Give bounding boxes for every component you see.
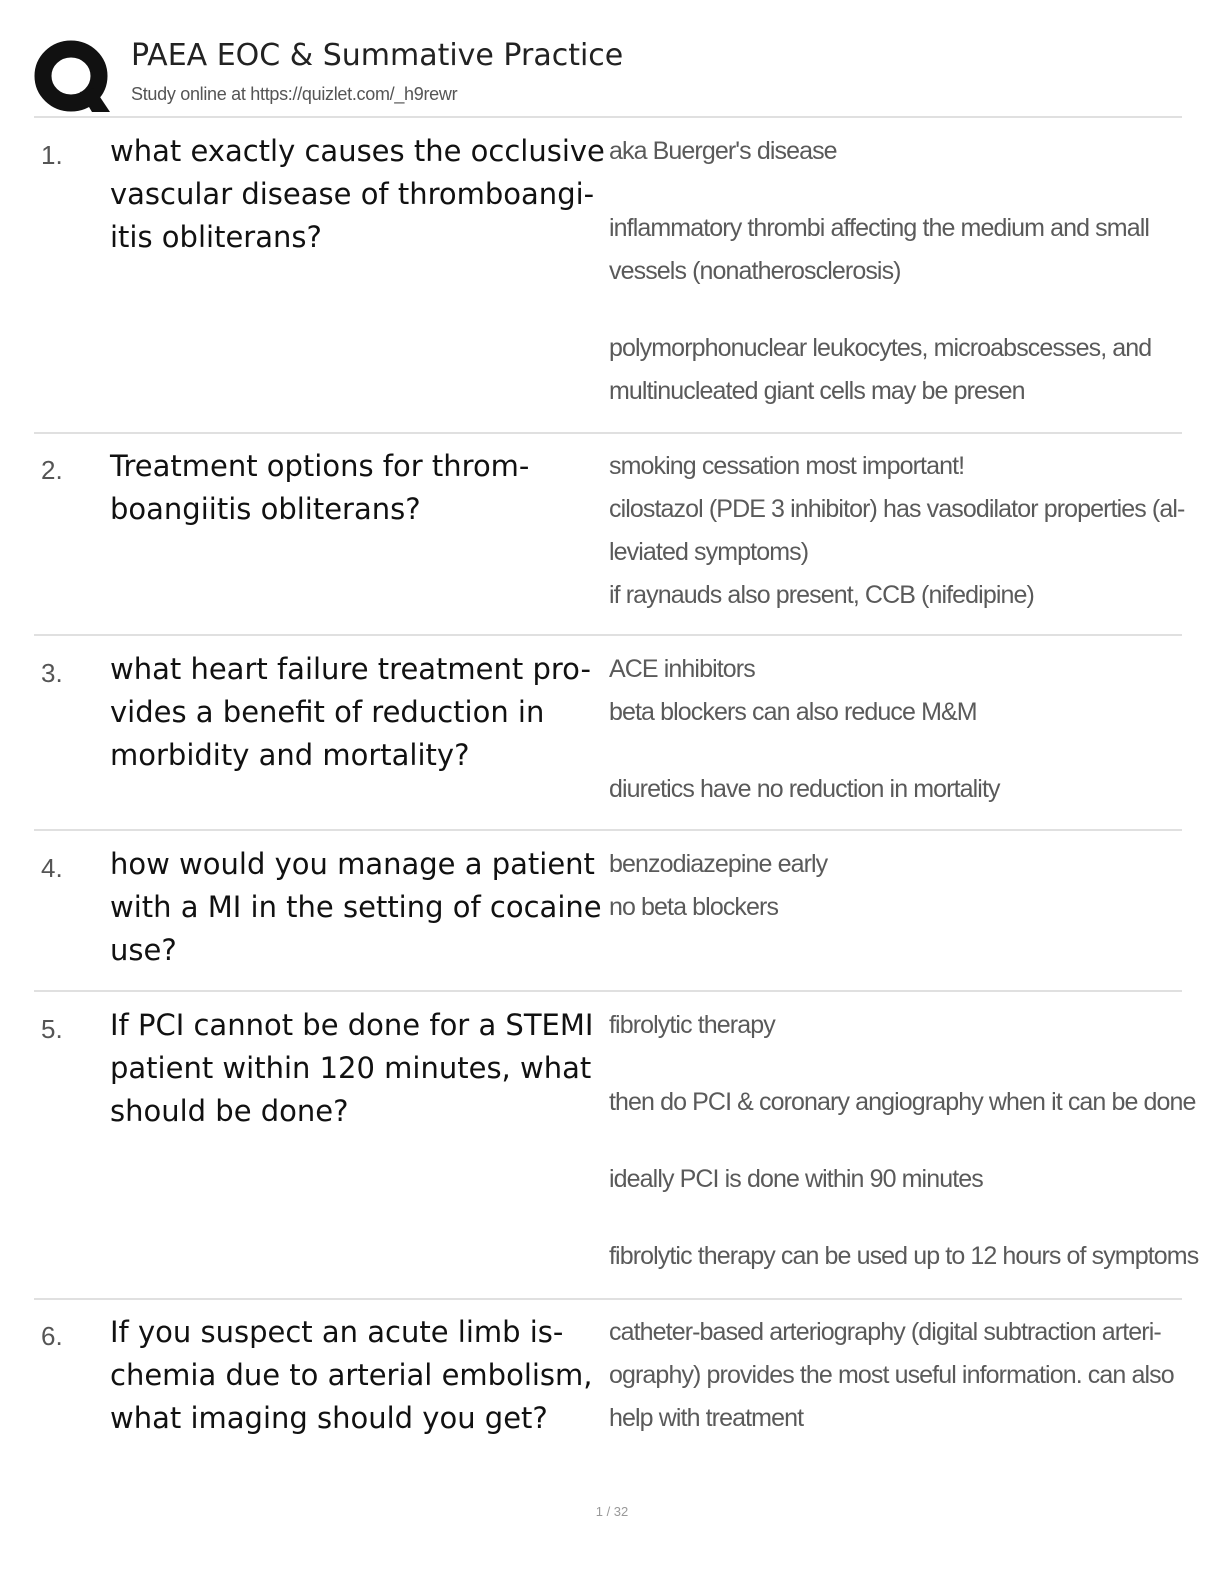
paragraph-gap — [609, 1124, 1169, 1158]
card-number: 4. — [41, 853, 63, 883]
answer-line: then do PCI & coronary angiography when it can be done — [609, 1088, 1196, 1116]
card-divider — [34, 432, 1182, 434]
answer-line: fibrolytic therapy — [609, 1011, 775, 1039]
question-line: If you suspect an acute limb is- — [110, 1315, 564, 1349]
page-title: PAEA EOC & Summative Practice — [131, 38, 624, 73]
question-line: morbidity and mortality? — [110, 738, 470, 772]
answer-line: leviated symptoms) — [609, 538, 809, 566]
card-question — [110, 1004, 602, 1133]
paragraph-gap — [609, 1201, 1169, 1235]
answer-line: cilostazol (PDE 3 inhibitor) has vasodilator properties (al- — [609, 495, 1185, 523]
card-answer — [609, 1004, 1199, 1278]
answer-line: polymorphonuclear leukocytes, microabscesses, and — [609, 334, 1152, 362]
answer-line: inflammatory thrombi affecting the medium and small — [609, 214, 1150, 242]
card-question — [110, 648, 602, 777]
answer-line: beta blockers can also reduce M&M — [609, 698, 977, 726]
question-line: Treatment options for throm- — [110, 449, 530, 483]
answer-line: ideally PCI is done within 90 minutes — [609, 1165, 983, 1193]
quizlet-logo-icon — [34, 40, 110, 112]
answer-line: catheter-based arteriography (digital subtraction arteri- — [609, 1318, 1161, 1346]
question-line: what exactly causes the occlusive — [110, 134, 605, 168]
paragraph-gap — [609, 173, 1169, 207]
card-divider — [34, 634, 1182, 636]
answer-line: benzodiazepine early — [609, 850, 828, 878]
card-question — [110, 1311, 602, 1440]
answer-line: diuretics have no reduction in mortality — [609, 775, 1000, 803]
paragraph-gap — [609, 1047, 1169, 1081]
answer-line: ography) provides the most useful information. can also — [609, 1361, 1174, 1389]
card-answer — [609, 445, 1185, 617]
question-line: what imaging should you get? — [110, 1401, 548, 1435]
card-divider — [34, 829, 1182, 831]
question-line: If PCI cannot be done for a STEMI — [110, 1008, 594, 1042]
card-question — [110, 445, 602, 531]
page-indicator: 1 / 32 — [595, 1504, 629, 1519]
card-number: 1. — [41, 140, 63, 170]
question-line: vides a benefit of reduction in — [110, 695, 545, 729]
card-number: 3. — [41, 658, 63, 688]
answer-line: fibrolytic therapy can be used up to 12 hours of symptoms — [609, 1242, 1199, 1270]
answer-line: aka Buerger's disease — [609, 137, 837, 165]
paragraph-gap — [609, 734, 1169, 768]
answer-line: no beta blockers — [609, 893, 779, 921]
card-answer — [609, 648, 1169, 811]
card-divider — [34, 1298, 1182, 1300]
question-line: vascular disease of thromboangi- — [110, 177, 595, 211]
answer-line: vessels (nonatherosclerosis) — [609, 257, 901, 285]
question-line: what heart failure treatment pro- — [110, 652, 591, 686]
question-line: patient within 120 minutes, what — [110, 1051, 592, 1085]
card-number: 5. — [41, 1014, 63, 1044]
question-line: boangiitis obliterans? — [110, 492, 421, 526]
card-answer — [609, 1311, 1174, 1440]
question-line: how would you manage a patient — [110, 847, 595, 881]
paragraph-gap — [609, 293, 1169, 327]
header-divider — [34, 116, 1182, 118]
card-divider — [34, 990, 1182, 992]
question-line: should be done? — [110, 1094, 349, 1128]
question-line: use? — [110, 933, 177, 967]
answer-line: if raynauds also present, CCB (nifedipine) — [609, 581, 1034, 609]
answer-line: ACE inhibitors — [609, 655, 755, 683]
answer-line: smoking cessation most important! — [609, 452, 965, 480]
answer-line: multinucleated giant cells may be presen — [609, 377, 1025, 405]
study-online-link[interactable]: Study online at https://quizlet.com/_h9rewr — [131, 84, 458, 104]
card-answer — [609, 130, 1169, 413]
card-number: 2. — [41, 455, 63, 485]
card-number: 6. — [41, 1321, 63, 1351]
card-answer — [609, 843, 1169, 929]
answer-line: help with treatment — [609, 1404, 804, 1432]
question-line: chemia due to arterial embolism, — [110, 1358, 593, 1392]
question-line: itis obliterans? — [110, 220, 322, 254]
card-question — [110, 843, 602, 972]
card-question — [110, 130, 605, 259]
question-line: with a MI in the setting of cocaine — [110, 890, 602, 924]
